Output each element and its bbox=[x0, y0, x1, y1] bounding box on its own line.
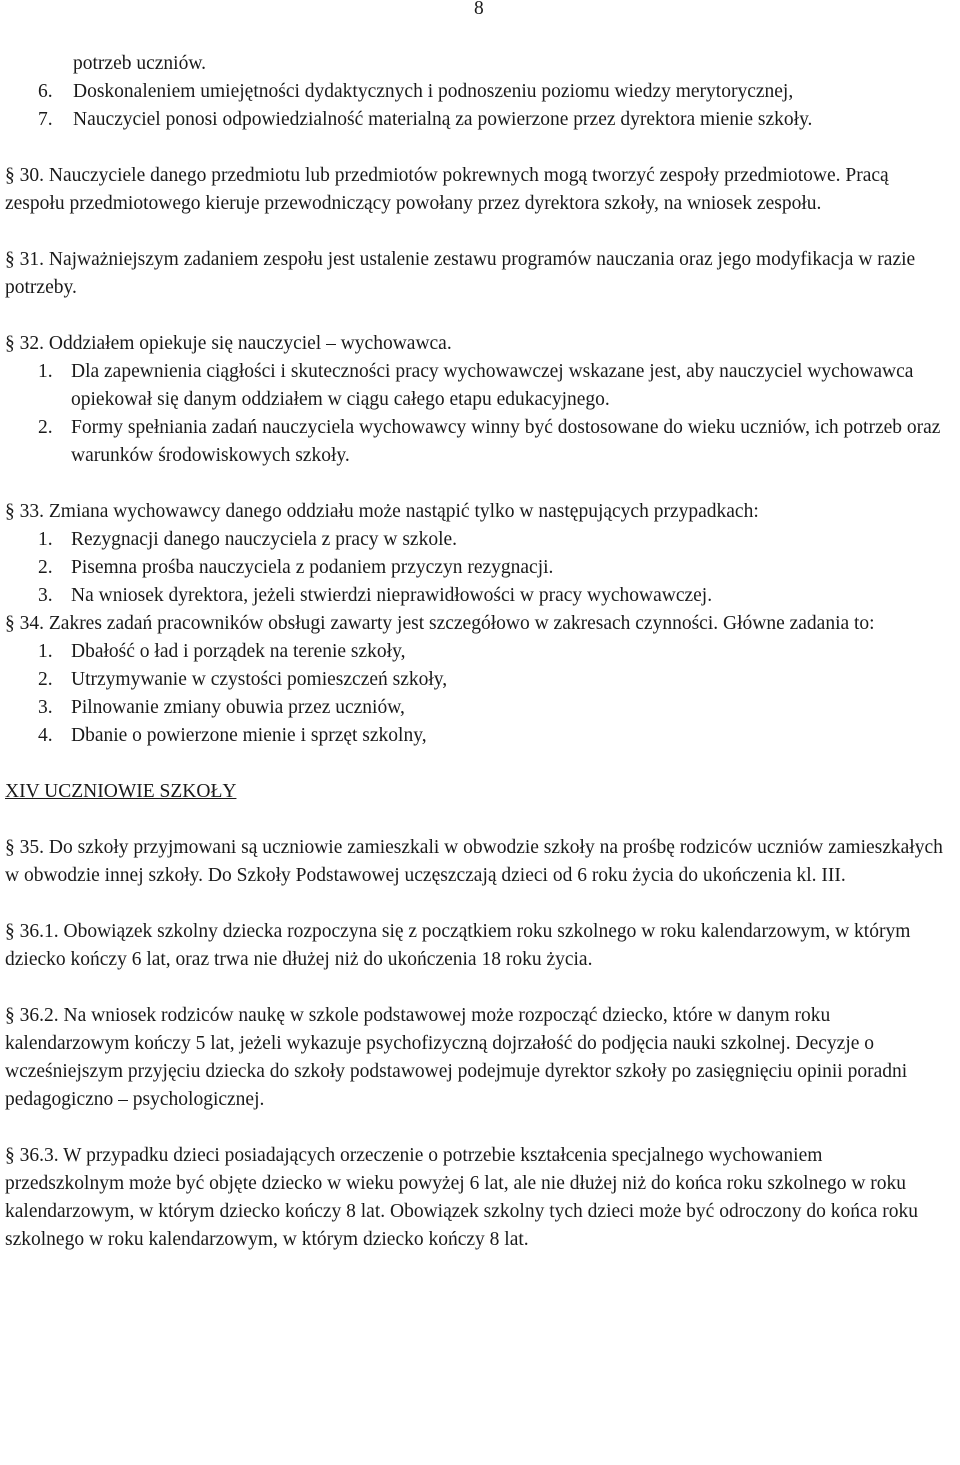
list-item: potrzeb uczniów. bbox=[73, 53, 207, 74]
list-item: 6. Doskonaleniem umiejętności dydaktycznych i podnoszeniu poziomu wiedzy merytorycznej, bbox=[38, 81, 794, 102]
list-item: 2. Formy spełniania zadań nauczyciela wychowawcy winny być dostosowane do wieku uczniów, ich potrzeb oraz warunków środowiskowych szkoły. bbox=[38, 417, 941, 466]
paragraph-33-title: § 33. Zmiana wychowawcy danego oddziału może nastąpić tylko w następujących przypadkach: bbox=[5, 501, 759, 522]
top-list bbox=[5, 50, 946, 134]
list-item: 3. Na wniosek dyrektora, jeżeli stwierdzi nieprawidłowości w pracy wychowawczej. bbox=[38, 585, 713, 606]
list-item: 2. Pisemna prośba nauczyciela z podaniem przyczyn rezygnacji. bbox=[38, 557, 554, 578]
paragraph-34-title: § 34. Zakres zadań pracowników obsługi zawarty jest szczegółowo w zakresach czynności. Główne zadania to: bbox=[5, 613, 875, 634]
paragraph-36-3: § 36.3. W przypadku dzieci posiadających orzeczenie o potrzebie kształcenia specjalnego wychowaniem przedszkolnym może być objęte dziecko w wieku powyżej 6 lat, ale nie dłużej niż do końca roku szkolnego w roku kalendarzowym, w którym dziecko kończy 8 lat. Obowiązek szkolny tych dzieci może być odroczony do końca roku szkolnego w roku kalendarzowym, w którym dziecko kończy 8 lat. bbox=[5, 1145, 918, 1250]
document-body bbox=[5, 50, 946, 1254]
list-item: 4. Dbanie o powierzone mienie i sprzęt szkolny, bbox=[38, 725, 427, 746]
list-item: 1. Dla zapewnienia ciągłości i skuteczności pracy wychowawczej wskazane jest, aby nauczyciel wychowawca opiekował się danym oddziałem w ciągu całego etapu edukacyjnego. bbox=[38, 361, 914, 410]
paragraph-31: § 31. Najważniejszym zadaniem zespołu jest ustalenie zestawu programów nauczania oraz jego modyfikacja w razie potrzeby. bbox=[5, 249, 916, 298]
paragraph-36-1: § 36.1. Obowiązek szkolny dziecka rozpoczyna się z początkiem roku szkolnego w roku kalendarzowym, w którym dziecko kończy 6 lat, oraz trwa nie dłużej niż do ukończenia 18 roku życia. bbox=[5, 921, 911, 970]
paragraph-32-title: § 32. Oddziałem opiekuje się nauczyciel – wychowawca. bbox=[5, 333, 452, 354]
paragraph-30: § 30. Nauczyciele danego przedmiotu lub przedmiotów pokrewnych mogą tworzyć zespoły przedmiotowe. Pracą zespołu przedmiotowego kieruje przewodniczący powołany przez dyrektora szkoły, na wniosek zespołu. bbox=[5, 165, 889, 214]
list-item: 2. Utrzymywanie w czystości pomieszczeń szkoły, bbox=[38, 669, 448, 690]
list-item: 3. Pilnowanie zmiany obuwia przez uczniów, bbox=[38, 697, 405, 718]
section-heading: XIV UCZNIOWIE SZKOŁY bbox=[5, 781, 237, 802]
list-item: 1. Dbałość o ład i porządek na terenie szkoły, bbox=[38, 641, 406, 662]
paragraph-36-2: § 36.2. Na wniosek rodziców naukę w szkole podstawowej może rozpocząć dziecko, które w danym roku kalendarzowym kończy 5 lat, jeżeli wykazuje psychofizyczną dojrzałość do podjęcia nauki szkolnej. Decyzje o wcześniejszym przyjęciu dziecka do szkoły podstawowej podejmuje dyrektor szkoły po zasięgnięciu opinii poradni pedagogiczno – psychologicznej. bbox=[5, 1005, 908, 1110]
list-item: 1. Rezygnacji danego nauczyciela z pracy w szkole. bbox=[38, 529, 458, 550]
list-item: 7. Nauczyciel ponosi odpowiedzialność materialną za powierzone przez dyrektora mienie szkoły. bbox=[38, 109, 813, 130]
page-number: 8 bbox=[474, 0, 484, 19]
paragraph-35: § 35. Do szkoły przyjmowani są uczniowie zamieszkali w obwodzie szkoły na prośbę rodziców uczniów zamieszkałych w obwodzie innej szkoły. Do Szkoły Podstawowej uczęszczają dzieci od 6 roku życia do ukończenia kl. III. bbox=[5, 837, 943, 886]
